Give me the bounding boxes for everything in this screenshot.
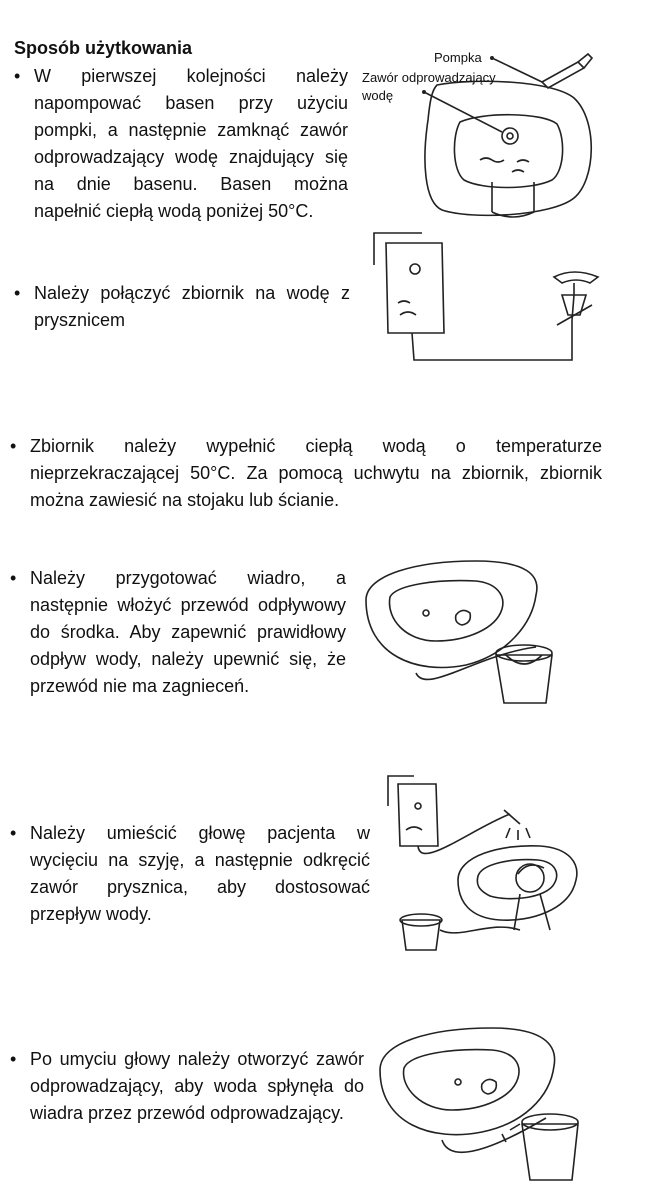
step-3-text: Zbiornik należy wypełnić ciepłą wodą o temperaturze nieprzekraczającej 50°C. Za pomocą uchwytu na zbiornik, zbiornik można zawiesić na stojaku lub ścianie. [30,436,602,510]
bullet-dot: • [14,283,21,303]
step-4-text: Należy przygotować wiadro, a następnie włożyć przewód odpływowy do środka. Aby zapewnić prawidłowy odpływ wody, należy upewnić się, że przewód nie ma zagnieceń. [30,568,346,696]
bullet-dot: • [10,568,17,588]
drain-illustration [372,1020,604,1185]
step-3 [10,433,602,514]
step-1-text: W pierwszej kolejności należy napompować basen przy użyciu pompki, a następnie zamknąć zawór odprowadzający wodę znajdujący się na dnie basenu. Basen można napełnić ciepłą wodą poniżej 50°C. [34,66,348,221]
step-6 [10,1046,364,1127]
valve-label-line1: Zawór odprowadzający [362,70,496,85]
step-5 [10,820,370,928]
step-4 [10,565,346,700]
basin-pump-illustration [352,40,602,225]
valve-label-line2: wodę [362,88,394,103]
bullet-dot: • [10,1049,17,1069]
pump-label: Pompka [434,50,482,65]
bullet-dot: • [10,823,17,843]
step-6-text: Po umyciu głowy należy otworzyć zawór odprowadzający, aby woda spłynęła do wiadra przez przewód odprowadzający. [30,1049,364,1123]
step-2 [14,280,350,334]
step-2-text: Należy połączyć zbiornik na wodę z prysznicem [34,283,350,330]
step-5-text: Należy umieścić głowę pacjenta w wycięciu na szyję, a następnie odkręcić zawór prysznica, aby dostosować przepływ wody. [30,823,370,924]
bullet-dot: • [14,66,21,86]
basin-bucket-illustration [356,555,600,705]
tank-shower-illustration [362,225,602,375]
step-1 [14,63,348,225]
section-heading: Sposób użytkowania [14,38,193,58]
bullet-dot: • [10,436,17,456]
patient-washing-illustration [380,770,602,955]
